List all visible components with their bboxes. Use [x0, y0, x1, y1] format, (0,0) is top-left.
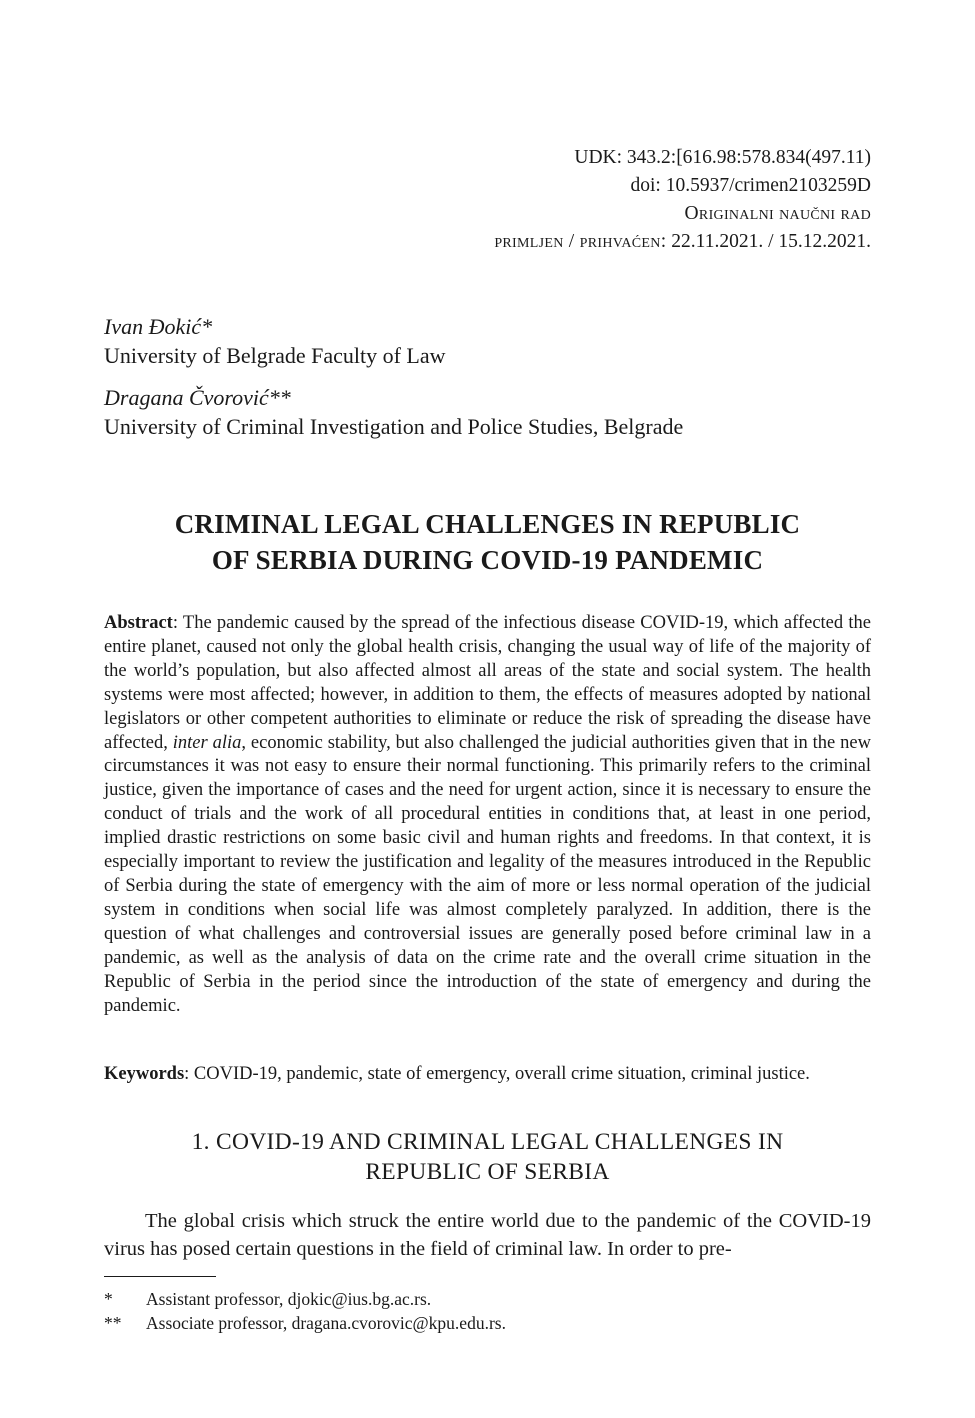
author-name: Ivan Đokić*	[104, 314, 213, 339]
article-type: Originalni naučni rad	[684, 203, 871, 224]
author-name: Dragana Čvorović**	[104, 385, 291, 410]
footnote-divider	[104, 1276, 216, 1277]
abstract	[104, 612, 871, 1018]
footnote	[104, 1287, 871, 1311]
footnotes	[104, 1287, 871, 1335]
article-metadata	[311, 144, 871, 256]
footnote-text: Associate professor, dragana.cvorovic@kpu.edu.rs.	[146, 1313, 506, 1333]
keywords-label: Keywords	[104, 1064, 185, 1084]
section-heading-line: 1. COVID-19 AND CRIMINAL LEGAL CHALLENGES IN	[191, 1129, 784, 1155]
author	[104, 312, 884, 370]
footnote-text: Assistant professor, djokic@ius.bg.ac.rs.	[146, 1289, 432, 1309]
abstract-text-continued: , economic stability, but also challenged the judicial authorities given that in the new circumstances it was not easy to ensure their normal functioning. This primarily refers to the criminal justice, given the importance of cases and the need for urgent action, since it is necessary to ensure the conduct of trials and the work of all procedural entities in conditions that, at least in one period, implied drastic restrictions on some basic civil and human rights and freedoms. In that context, it is especially important to review the justification and legality of the measures introduced in the Republic of Serbia during the state of emergency with the aim of more or less normal operation of the judicial system in conditions when social life was almost completely paralyzed. In addition, there is the question of what challenges and controversial issues are generally posed before criminal law in a pandemic, as well as the analysis of data on the crime rate and the overall crime situation in the Republic of Serbia in the period since the introduction of the state of emergency and during the pandemic.	[104, 732, 871, 1016]
received-accepted-dates	[311, 228, 871, 256]
keywords	[104, 1062, 871, 1086]
dates-label: primljen / prihvaćen:	[494, 231, 667, 252]
keywords-text: : COVID-19, pandemic, state of emergency, overall crime situation, criminal justice.	[184, 1064, 810, 1084]
section-heading	[104, 1127, 871, 1187]
footnote-mark: **	[104, 1313, 122, 1333]
author-affiliation: University of Criminal Investigation and Police Studies, Belgrade	[104, 414, 684, 439]
footnote-mark: *	[104, 1289, 113, 1309]
authors	[104, 312, 884, 454]
section-heading-line: REPUBLIC OF SERBIA	[365, 1159, 610, 1185]
dates-value: 22.11.2021. / 15.12.2021.	[671, 231, 871, 252]
footnote	[104, 1311, 871, 1335]
abstract-italic-term: inter alia	[172, 732, 242, 753]
body-paragraph: The global crisis which struck the entire world due to the pandemic of the COVID-19 virus has posed certain questions in the field of criminal law. In order to pre-	[104, 1210, 871, 1260]
title-line: CRIMINAL LEGAL CHALLENGES IN REPUBLIC	[174, 509, 801, 539]
udk-code: UDK: 343.2:[616.98:578.834(497.11)	[574, 147, 871, 168]
abstract-label: Abstract	[104, 613, 173, 633]
paper-title	[104, 506, 871, 578]
doi: doi: 10.5937/crimen2103259D	[630, 175, 871, 196]
title-line: OF SERBIA DURING COVID-19 PANDEMIC	[211, 545, 764, 575]
abstract-text: : The pandemic caused by the spread of the infectious disease COVID-19, which affected the entire planet, caused not only the global health crisis, changing the usual way of life of the majority of the world’s population, but also affected almost all areas of the state and social system. The health systems were most affected; however, in addition to them, the effects of measures adopted by national legislators or other competent authorities to eliminate or reduce the risk of spreading the disease have affected,	[104, 613, 871, 753]
author	[104, 383, 884, 441]
author-affiliation: University of Belgrade Faculty of Law	[104, 343, 446, 368]
